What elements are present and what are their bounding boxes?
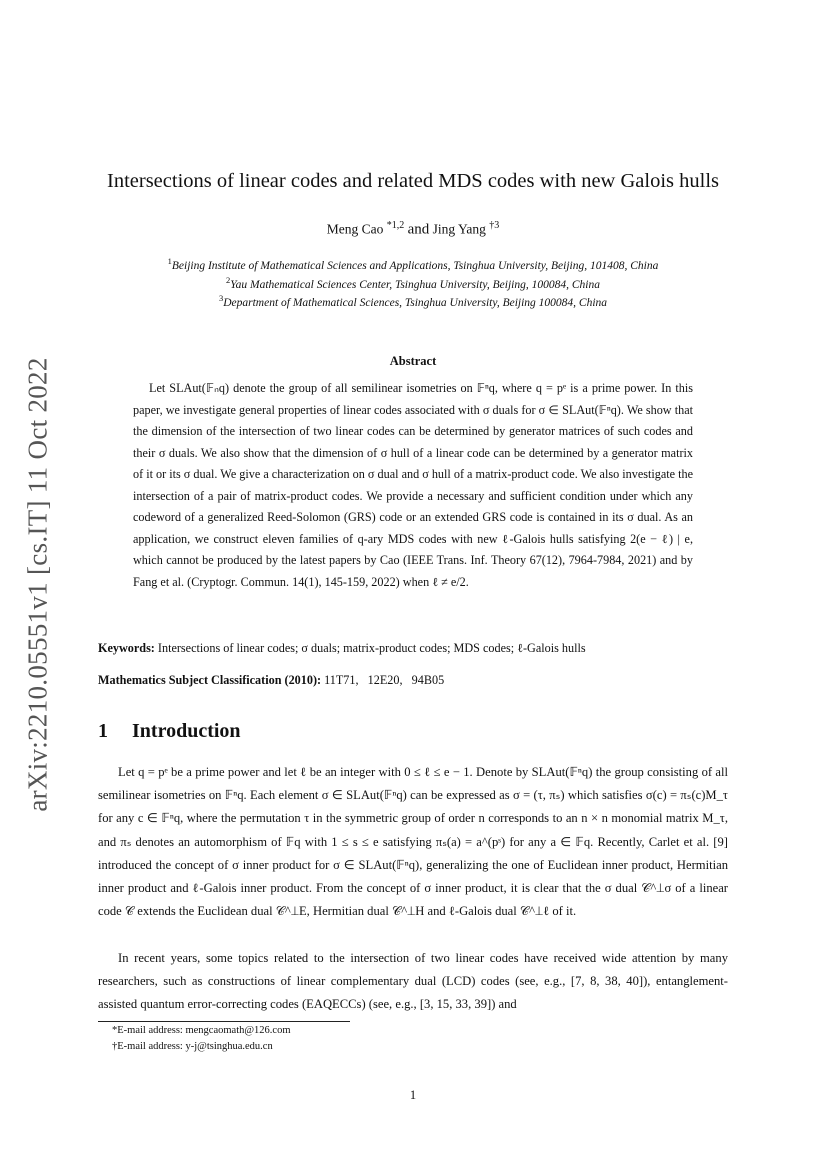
author-conjunction: and	[407, 221, 430, 238]
abstract-body: Let SLAut(𝔽ₙq) denote the group of all semilinear isometries on 𝔽ⁿq, where q = pᵉ is a prime power. In this paper, we investigate general properties of linear codes associated with σ duals for σ ∈ SLAut(𝔽ⁿq). We show that the dimension of the intersection of two linear codes can be determined by generator matrices of such codes and their σ duals. We also show that the dimension of σ hull of a linear code can be determined by a generator matrix of it or its σ dual. We give a characterization on σ dual and σ hull of a matrix-product code. We also investigate the intersection of a pair of matrix-product codes. We provide a necessary and sufficient condition under which any codeword of a generalized Reed-Solomon (GRS) code or an extended GRS code is contained in its σ dual. As an application, we construct eleven families of q-ary MDS codes with new ℓ-Galois hulls satisfying 2(e − ℓ) | e, which cannot be produced by the latest papers by Cao (IEEE Trans. Inf. Theory 67(12), 7964-7984, 2021) and by Fang et al. (Cryptogr. Commun. 14(1), 145-159, 2022) when ℓ ≠ e/2.	[133, 381, 693, 589]
author-name: Jing Yang	[432, 221, 486, 237]
footnote: †E-mail address: y-j@tsinghua.edu.cn	[112, 1041, 273, 1052]
affiliation-mark: 2	[226, 275, 231, 285]
keywords-line	[98, 641, 728, 656]
msc-codes: 11T71, 12E20, 94B05	[324, 673, 445, 687]
author-affiliation-marks: †3	[489, 220, 500, 231]
author-affiliation-marks: *1,2	[386, 220, 405, 231]
affiliation-text: Beijing Institute of Mathematical Sciences and Applications, Tsinghua University, Beijing, 101408, China	[171, 259, 659, 272]
body-paragraph: In recent years, some topics related to the intersection of two linear codes have received wide attention by many researchers, such as constructions of linear complementary dual (LCD) codes (see, e.g., [7, 8, 38, 40]), entanglement-assisted quantum error-correcting codes (EAQECCs) (see, e.g., [3, 15, 33, 39]) and	[98, 951, 728, 1012]
arxiv-identifier-stamp	[16, 348, 60, 820]
page-number: 1	[409, 1088, 417, 1102]
msc-label: Mathematics Subject Classification (2010):	[98, 673, 322, 687]
affiliation-mark: 1	[167, 256, 172, 266]
footnote: *E-mail address: mengcaomath@126.com	[112, 1025, 291, 1036]
body-paragraph: Let q = pᵉ be a prime power and let ℓ be an integer with 0 ≤ ℓ ≤ e − 1. Denote by SLAut(𝔽ⁿq) the group consisting of all semilinear isometries on 𝔽ⁿq. Each element σ ∈ SLAut(𝔽ⁿq) can be expressed as σ = (τ, πₛ) which satisfies σ(c) = πₛ(c)M_τ for any c ∈ 𝔽ⁿq, where the permutation τ in the symmetric group of order n corresponds to an n × n monomial matrix M_τ, and πₛ denotes an automorphism of 𝔽q with 1 ≤ s ≤ e satisfying πₛ(a) = a^(pˢ) for any a ∈ 𝔽q. Recently, Carlet et al. [9] introduced the concept of σ inner product for σ ∈ SLAut(𝔽ⁿq), generalizing the one of Euclidean inner product, Hermitian inner product and ℓ-Galois inner product. From the concept of σ inner product, it is clear that the σ dual 𝒞^⊥σ of a linear code 𝒞 extends the Euclidean dual 𝒞^⊥E, Hermitian dual 𝒞^⊥H and ℓ-Galois dual 𝒞^⊥ℓ of it.	[98, 765, 728, 919]
section-number: 1	[98, 720, 108, 742]
affiliation	[60, 293, 766, 309]
arxiv-identifier-text: arXiv:2210.05551v1 [cs.IT] 11 Oct 2022	[22, 356, 53, 812]
affiliation	[60, 256, 766, 272]
affiliation-text: Yau Mathematical Sciences Center, Tsinghua University, Beijing, 100084, China	[230, 278, 600, 291]
author-name: Meng Cao	[326, 221, 384, 237]
section-title: Introduction	[132, 720, 241, 742]
author-line	[60, 220, 766, 239]
footnote-divider	[98, 1021, 350, 1022]
msc-line	[98, 673, 728, 688]
affiliation	[60, 275, 766, 291]
keywords-label: Keywords:	[98, 641, 155, 655]
abstract-heading: Abstract	[389, 354, 437, 368]
affiliation-text: Department of Mathematical Sciences, Tsinghua University, Beijing 100084, China	[223, 296, 608, 309]
paper-title: Intersections of linear codes and related MDS codes with new Galois hulls	[107, 170, 719, 192]
affiliation-mark: 3	[218, 293, 224, 303]
section-heading	[98, 720, 241, 743]
keywords-text: Intersections of linear codes; σ duals; matrix-product codes; MDS codes; ℓ-Galois hulls	[157, 641, 586, 655]
